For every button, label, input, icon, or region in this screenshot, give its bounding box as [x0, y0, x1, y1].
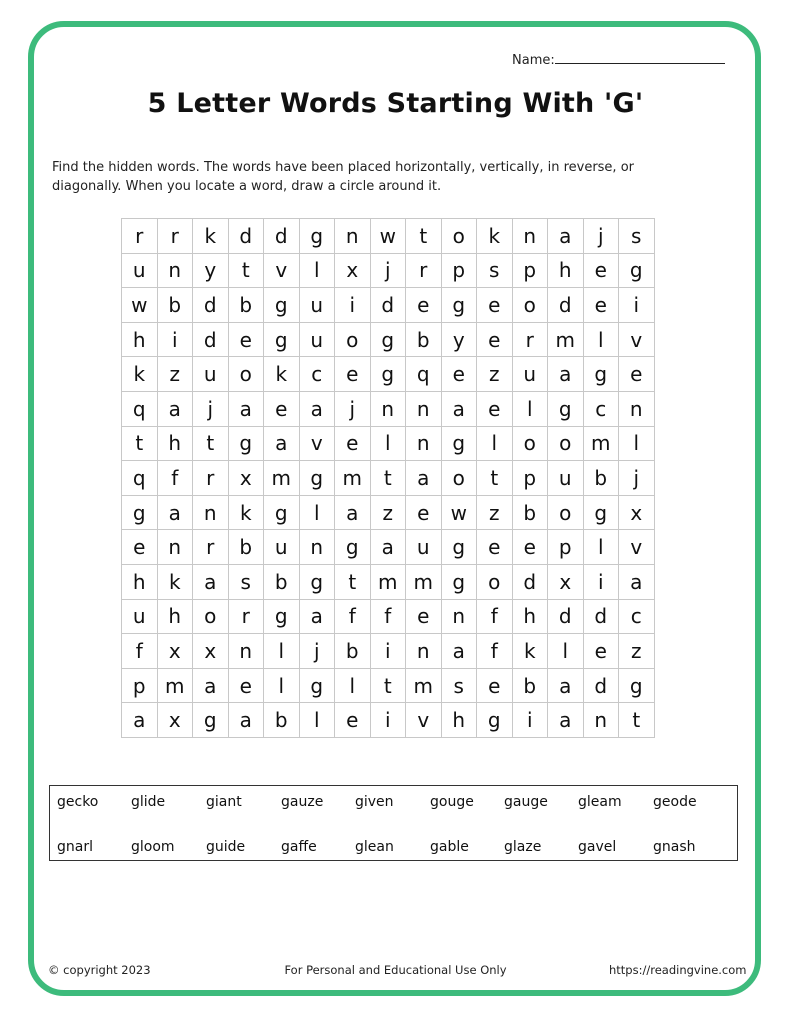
grid-cell: w: [441, 495, 477, 530]
grid-cell: h: [122, 564, 158, 599]
grid-cell: j: [193, 391, 229, 426]
grid-cell: v: [264, 253, 300, 288]
grid-cell: a: [228, 391, 264, 426]
grid-cell: g: [264, 288, 300, 323]
grid-cell: q: [406, 357, 442, 392]
grid-cell: b: [512, 495, 548, 530]
grid-cell: t: [122, 426, 158, 461]
grid-cell: p: [548, 530, 584, 565]
grid-cell: g: [441, 288, 477, 323]
grid-cell: g: [193, 703, 229, 738]
grid-cell: a: [548, 703, 584, 738]
grid-cell: e: [477, 288, 513, 323]
grid-row: [122, 322, 655, 357]
grid-cell: g: [548, 391, 584, 426]
grid-cell: x: [619, 495, 655, 530]
grid-row: [122, 391, 655, 426]
grid-cell: e: [406, 495, 442, 530]
grid-row: [122, 253, 655, 288]
grid-row: [122, 530, 655, 565]
grid-cell: t: [370, 461, 406, 496]
grid-cell: g: [335, 530, 371, 565]
grid-cell: n: [335, 219, 371, 254]
word-bank-item: given: [355, 794, 394, 810]
grid-cell: d: [548, 288, 584, 323]
grid-cell: l: [512, 391, 548, 426]
grid-cell: s: [619, 219, 655, 254]
grid-cell: n: [299, 530, 335, 565]
grid-cell: k: [264, 357, 300, 392]
grid-cell: z: [157, 357, 193, 392]
grid-cell: o: [548, 495, 584, 530]
grid-cell: k: [157, 564, 193, 599]
grid-cell: p: [122, 668, 158, 703]
grid-cell: i: [583, 564, 619, 599]
grid-cell: a: [335, 495, 371, 530]
grid-cell: m: [548, 322, 584, 357]
word-bank-item: gloom: [131, 839, 175, 855]
grid-cell: g: [370, 357, 406, 392]
grid-cell: l: [335, 668, 371, 703]
word-bank-item: giant: [206, 794, 242, 810]
grid-cell: m: [406, 668, 442, 703]
grid-cell: y: [193, 253, 229, 288]
grid-cell: e: [406, 288, 442, 323]
grid-cell: f: [477, 634, 513, 669]
word-bank-item: gauge: [504, 794, 548, 810]
grid-cell: e: [228, 668, 264, 703]
grid-cell: h: [157, 599, 193, 634]
grid-cell: e: [122, 530, 158, 565]
grid-cell: l: [548, 634, 584, 669]
grid-cell: m: [583, 426, 619, 461]
grid-cell: w: [370, 219, 406, 254]
grid-cell: y: [441, 322, 477, 357]
word-bank-item: geode: [653, 794, 697, 810]
grid-cell: j: [299, 634, 335, 669]
grid-cell: d: [512, 564, 548, 599]
grid-cell: g: [299, 219, 335, 254]
grid-cell: b: [583, 461, 619, 496]
grid-cell: g: [299, 668, 335, 703]
grid-cell: d: [583, 599, 619, 634]
grid-cell: l: [264, 634, 300, 669]
grid-cell: e: [335, 426, 371, 461]
grid-cell: n: [193, 495, 229, 530]
grid-cell: g: [583, 357, 619, 392]
word-bank-item: gecko: [57, 794, 99, 810]
grid-cell: n: [583, 703, 619, 738]
grid-cell: l: [477, 426, 513, 461]
grid-cell: t: [228, 253, 264, 288]
grid-cell: q: [122, 391, 158, 426]
word-bank-item: guide: [206, 839, 246, 855]
grid-cell: e: [583, 634, 619, 669]
grid-row: [122, 461, 655, 496]
grid-cell: k: [193, 219, 229, 254]
grid-cell: d: [193, 322, 229, 357]
grid-cell: g: [477, 703, 513, 738]
grid-cell: x: [548, 564, 584, 599]
grid-cell: s: [228, 564, 264, 599]
grid-cell: g: [264, 599, 300, 634]
grid-cell: f: [370, 599, 406, 634]
grid-cell: g: [228, 426, 264, 461]
grid-cell: o: [512, 426, 548, 461]
grid-cell: z: [477, 495, 513, 530]
grid-row: [122, 564, 655, 599]
grid-cell: t: [193, 426, 229, 461]
grid-row: [122, 599, 655, 634]
grid-cell: m: [264, 461, 300, 496]
grid-cell: r: [228, 599, 264, 634]
grid-cell: n: [157, 530, 193, 565]
grid-cell: e: [335, 703, 371, 738]
grid-cell: a: [441, 391, 477, 426]
grid-cell: g: [441, 426, 477, 461]
grid-cell: c: [299, 357, 335, 392]
name-blank-line: [555, 51, 725, 64]
grid-cell: t: [477, 461, 513, 496]
grid-cell: o: [512, 288, 548, 323]
grid-cell: a: [548, 668, 584, 703]
grid-cell: l: [299, 703, 335, 738]
grid-cell: r: [193, 530, 229, 565]
grid-cell: o: [477, 564, 513, 599]
grid-cell: z: [619, 634, 655, 669]
grid-cell: o: [548, 426, 584, 461]
grid-cell: k: [477, 219, 513, 254]
grid-cell: m: [406, 564, 442, 599]
grid-cell: a: [157, 495, 193, 530]
grid-cell: o: [335, 322, 371, 357]
name-label: Name:: [512, 53, 555, 68]
grid-cell: e: [619, 357, 655, 392]
grid-cell: l: [370, 426, 406, 461]
footer-url: https://readingvine.com: [609, 963, 747, 977]
word-bank-item: gouge: [430, 794, 474, 810]
grid-cell: e: [335, 357, 371, 392]
footer-copyright: © copyright 2023: [48, 963, 151, 977]
grid-cell: a: [299, 391, 335, 426]
grid-cell: h: [157, 426, 193, 461]
grid-row: [122, 288, 655, 323]
grid-cell: u: [264, 530, 300, 565]
grid-cell: g: [122, 495, 158, 530]
grid-cell: h: [441, 703, 477, 738]
grid-cell: e: [441, 357, 477, 392]
grid-cell: o: [193, 599, 229, 634]
grid-cell: n: [370, 391, 406, 426]
grid-cell: e: [228, 322, 264, 357]
grid-row: [122, 634, 655, 669]
grid-cell: x: [193, 634, 229, 669]
grid-cell: p: [512, 253, 548, 288]
grid-cell: a: [299, 599, 335, 634]
grid-cell: i: [512, 703, 548, 738]
grid-cell: w: [122, 288, 158, 323]
grid-cell: u: [512, 357, 548, 392]
grid-cell: m: [157, 668, 193, 703]
grid-cell: b: [264, 703, 300, 738]
grid-cell: e: [477, 530, 513, 565]
grid-row: [122, 495, 655, 530]
grid-cell: a: [157, 391, 193, 426]
grid-cell: o: [441, 461, 477, 496]
grid-cell: l: [299, 495, 335, 530]
grid-cell: x: [228, 461, 264, 496]
grid-cell: g: [441, 530, 477, 565]
grid-cell: k: [228, 495, 264, 530]
word-bank-item: glide: [131, 794, 166, 810]
grid-cell: i: [370, 703, 406, 738]
grid-cell: f: [157, 461, 193, 496]
word-bank: [49, 785, 738, 861]
grid-cell: r: [122, 219, 158, 254]
grid-cell: f: [335, 599, 371, 634]
grid-cell: n: [406, 426, 442, 461]
grid-cell: d: [548, 599, 584, 634]
grid-cell: r: [157, 219, 193, 254]
grid-cell: a: [406, 461, 442, 496]
grid-row: [122, 219, 655, 254]
grid-cell: h: [548, 253, 584, 288]
grid-cell: g: [299, 564, 335, 599]
grid-cell: j: [370, 253, 406, 288]
grid-cell: a: [228, 703, 264, 738]
grid-cell: r: [512, 322, 548, 357]
word-bank-item: gnash: [653, 839, 696, 855]
grid-cell: s: [477, 253, 513, 288]
word-bank-item: glaze: [504, 839, 542, 855]
grid-cell: a: [370, 530, 406, 565]
grid-cell: e: [477, 322, 513, 357]
grid-cell: d: [228, 219, 264, 254]
grid-cell: e: [583, 253, 619, 288]
grid-cell: u: [299, 288, 335, 323]
grid-cell: b: [228, 288, 264, 323]
grid-cell: v: [299, 426, 335, 461]
grid-cell: e: [406, 599, 442, 634]
grid-cell: b: [512, 668, 548, 703]
grid-cell: b: [335, 634, 371, 669]
grid-cell: d: [264, 219, 300, 254]
grid-cell: a: [548, 357, 584, 392]
grid-cell: o: [441, 219, 477, 254]
word-bank-item: gnarl: [57, 839, 93, 855]
grid-cell: e: [583, 288, 619, 323]
word-bank-item: gauze: [281, 794, 324, 810]
grid-cell: q: [122, 461, 158, 496]
grid-cell: p: [441, 253, 477, 288]
grid-cell: j: [583, 219, 619, 254]
grid-cell: g: [441, 564, 477, 599]
grid-cell: g: [264, 322, 300, 357]
grid-row: [122, 357, 655, 392]
grid-cell: k: [512, 634, 548, 669]
grid-cell: v: [406, 703, 442, 738]
grid-cell: l: [583, 530, 619, 565]
grid-cell: l: [299, 253, 335, 288]
grid-cell: n: [406, 634, 442, 669]
grid-cell: l: [583, 322, 619, 357]
grid-cell: a: [548, 219, 584, 254]
grid-cell: z: [370, 495, 406, 530]
grid-cell: n: [512, 219, 548, 254]
word-bank-item: glean: [355, 839, 394, 855]
grid-cell: i: [157, 322, 193, 357]
grid-cell: r: [406, 253, 442, 288]
grid-cell: g: [299, 461, 335, 496]
grid-cell: n: [619, 391, 655, 426]
grid-cell: v: [619, 530, 655, 565]
grid-cell: i: [370, 634, 406, 669]
grid-cell: r: [193, 461, 229, 496]
grid-cell: l: [264, 668, 300, 703]
grid-cell: n: [228, 634, 264, 669]
grid-cell: j: [335, 391, 371, 426]
grid-cell: t: [370, 668, 406, 703]
grid-cell: a: [193, 564, 229, 599]
name-field: [512, 51, 725, 68]
grid-cell: a: [441, 634, 477, 669]
grid-cell: g: [583, 495, 619, 530]
grid-cell: f: [477, 599, 513, 634]
grid-cell: a: [193, 668, 229, 703]
grid-cell: c: [583, 391, 619, 426]
grid-cell: s: [441, 668, 477, 703]
grid-cell: g: [619, 253, 655, 288]
grid-cell: d: [370, 288, 406, 323]
instructions: Find the hidden words. The words have been placed horizontally, vertically, in reverse, or diagonally. When you locate a word, draw a circle around it.: [52, 160, 634, 194]
grid-cell: c: [619, 599, 655, 634]
grid-cell: b: [264, 564, 300, 599]
grid-cell: j: [619, 461, 655, 496]
grid-cell: a: [619, 564, 655, 599]
grid-cell: t: [619, 703, 655, 738]
grid-cell: t: [406, 219, 442, 254]
word-bank-item: gaffe: [281, 839, 317, 855]
grid-cell: d: [193, 288, 229, 323]
grid-cell: u: [406, 530, 442, 565]
grid-cell: b: [157, 288, 193, 323]
grid-cell: i: [619, 288, 655, 323]
grid-cell: u: [193, 357, 229, 392]
grid-cell: h: [122, 322, 158, 357]
grid-cell: e: [477, 668, 513, 703]
grid-cell: k: [122, 357, 158, 392]
grid-cell: o: [228, 357, 264, 392]
word-bank-row-1: [50, 794, 737, 814]
grid-cell: d: [583, 668, 619, 703]
grid-cell: n: [157, 253, 193, 288]
grid-cell: v: [619, 322, 655, 357]
grid-cell: u: [122, 599, 158, 634]
footer-usage: For Personal and Educational Use Only: [284, 963, 507, 977]
grid-cell: x: [335, 253, 371, 288]
grid-cell: a: [264, 426, 300, 461]
grid-cell: h: [512, 599, 548, 634]
grid-cell: n: [441, 599, 477, 634]
grid-cell: u: [299, 322, 335, 357]
word-bank-item: gleam: [578, 794, 622, 810]
grid-cell: u: [122, 253, 158, 288]
grid-cell: a: [122, 703, 158, 738]
grid-row: [122, 668, 655, 703]
page-title: 5 Letter Words Starting With 'G': [147, 88, 644, 119]
grid-cell: f: [122, 634, 158, 669]
grid-cell: n: [406, 391, 442, 426]
grid-cell: m: [335, 461, 371, 496]
grid-cell: u: [548, 461, 584, 496]
word-bank-item: gavel: [578, 839, 617, 855]
word-bank-item: gable: [430, 839, 469, 855]
grid-cell: t: [335, 564, 371, 599]
grid-cell: e: [512, 530, 548, 565]
grid-cell: p: [512, 461, 548, 496]
grid-cell: m: [370, 564, 406, 599]
grid-cell: g: [264, 495, 300, 530]
grid-cell: e: [477, 391, 513, 426]
grid-row: [122, 703, 655, 738]
grid-cell: e: [264, 391, 300, 426]
word-search-grid: [121, 218, 655, 738]
grid-cell: g: [619, 668, 655, 703]
grid-cell: x: [157, 634, 193, 669]
grid-cell: b: [406, 322, 442, 357]
grid-cell: i: [335, 288, 371, 323]
grid-cell: b: [228, 530, 264, 565]
grid-cell: l: [619, 426, 655, 461]
grid-row: [122, 426, 655, 461]
grid-cell: x: [157, 703, 193, 738]
grid-cell: g: [370, 322, 406, 357]
grid-cell: z: [477, 357, 513, 392]
word-bank-row-2: [50, 839, 737, 859]
